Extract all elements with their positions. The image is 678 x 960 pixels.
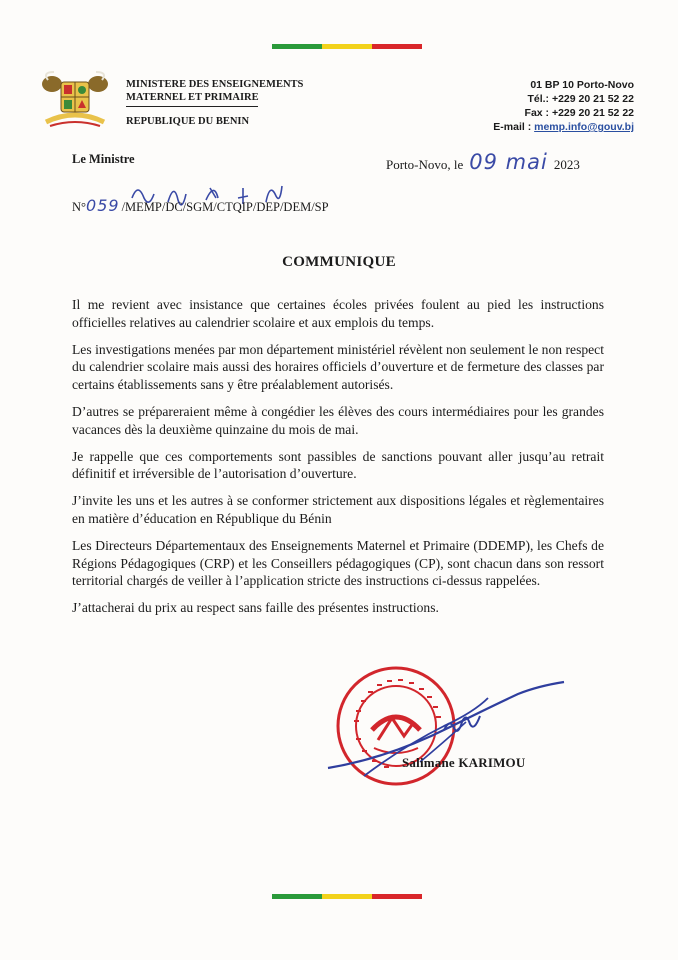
handwritten-reference: 059	[86, 196, 120, 215]
reference-number	[72, 196, 329, 215]
signer-name: Salimane KARIMOU	[402, 755, 526, 770]
coat-of-arms-icon	[40, 70, 110, 132]
paragraph-4: Je rappelle que ces comportements sont passibles de sanctions pouvant aller jusqu’au retrait définitif et irréversible de l’autorisation d’ouverture.	[72, 448, 604, 482]
ministry-header	[126, 78, 303, 128]
author-title: Le Ministre	[72, 152, 135, 166]
telephone: Tél.: +229 20 21 52 22	[527, 93, 634, 105]
postal-address: 01 BP 10 Porto-Novo	[530, 79, 634, 91]
place-label: Porto-Novo, le	[386, 157, 464, 172]
paragraph-1: Il me revient avec insistance que certaines écoles privées foulent au pied les instructions officielles relatives au calendrier scolaire et aux emplois du temps.	[72, 297, 604, 330]
ministry-name-line1: MINISTERE DES ENSEIGNEMENTS	[126, 79, 304, 90]
paragraph-3: D’autres se prépareraient même à congédier les élèves des cours intermédiaires pour les grandes vacances dès la deuxième quinzaine du mois de mai.	[72, 403, 604, 437]
email-label: E-mail :	[493, 121, 532, 133]
paragraph-2: Les investigations menées par mon département ministériel révèlent non seulement le non respect du calendrier scolaire mais aussi des horaires officiels d’ouverture et de fermeture des classes par certains établissements sans y être préalablement autorisés.	[72, 341, 604, 392]
reference-code: /MEMP/DC/SGM/CTQIP/DEP/DEM/SP	[121, 200, 329, 214]
document-title: COMMUNIQUE	[282, 254, 396, 270]
paragraph-7: J’attacherai du prix au respect sans faille des présentes instructions.	[72, 600, 439, 616]
paragraph-6: Les Directeurs Départementaux des Enseignements Maternel et Primaire (DDEMP), les Chefs de Régions Pédagogiques (CRP) et les Conseillers pédagogiques (CP), sont chacun dans son ressort territorial chargés de veiller à l’application stricte des instructions ci-dessus rappelées.	[72, 538, 604, 589]
place-and-date	[386, 150, 580, 174]
email-line	[493, 120, 634, 134]
email-link[interactable]: memp.info@gouv.bj	[534, 121, 634, 133]
contact-block	[493, 78, 634, 134]
country-name: REPUBLIQUE DU BENIN	[126, 116, 250, 127]
header-divider	[126, 106, 258, 107]
reference-prefix: N°	[72, 200, 87, 214]
flag-stripe-bottom	[272, 894, 422, 899]
communique-body	[72, 296, 604, 626]
year: 2023	[553, 157, 580, 172]
ministry-name-line2: MATERNEL ET PRIMAIRE	[126, 92, 259, 103]
fax: Fax : +229 20 21 52 22	[524, 107, 634, 119]
paragraph-5: J’invite les uns et les autres à se conformer strictement aux dispositions légales et règlementaires en matière d’éducation en République du Bénin	[72, 493, 604, 526]
handwritten-date: 09 mai	[469, 150, 548, 174]
flag-stripe-top	[272, 44, 422, 49]
